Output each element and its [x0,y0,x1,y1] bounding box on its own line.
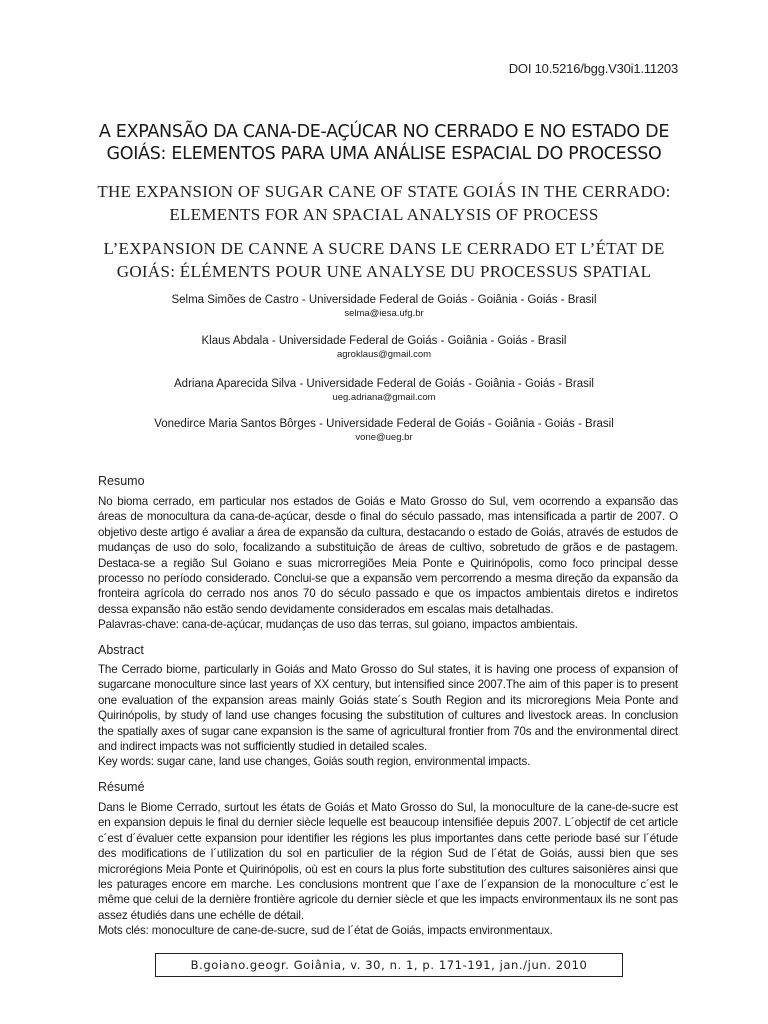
title-french: L’EXPANSION DE CANNE A SUCRE DANS LE CERRADO ET L’ÉTAT DE GOIÁS: ÉLÉMENTS POUR UNE ANALYSE DU PROCESSUS SPATIAL [103,239,665,281]
abstract-keywords: Key words: sugar cane, land use changes, Goiás south region, environmental impacts. [98,755,531,769]
title-english: THE EXPANSION OF SUGAR CANE OF STATE GOIÁS IN THE CERRADO: ELEMENTS FOR AN SPACIAL ANALYSIS OF PROCESS [97,182,671,224]
resume-text: Dans le Biome Cerrado, surtout les états de Goiás et Mato Grosso do Sul, la monoculture de la cane-de-sucre est en expansion depuis le final du dernier siècle lequelle est beaucoup intensifiée depuis 2007. L´objectif de cet article c´est d´évaluer cette expansion pour identifier les régions les plus importantes dans cette periode basé sur l´étude des modifications de l´utilization du sol en particulier de la région Sud de l´état de Goiás, aussi bien que ses microrégions Meia Ponte et Quirinópolis, où est en cours la plus forte substitution des cultures saisonières ainsi que les paturages encore em marche. Les conclusions montrent que l´axe de l´expansion de la monoculture c´est le même que celui de la dernière frontière agricole du dernier siècle et que les impacts environmentaux ils ne sont pas assez étudiés dans une echélle de détail. [98,801,678,922]
author-email[interactable]: selma@iesa.ufg.br [344,308,424,319]
resumo-section [98,494,678,633]
resume-heading: Résumé [98,780,145,794]
journal-citation-footer: B.goiano.geogr. Goiânia, v. 30, n. 1, p. 171-191, jan./jun. 2010 [155,953,623,977]
author-block [98,334,670,362]
author-name: Klaus Abdala - Universidade Federal de Goiás - Goiânia - Goiás - Brasil [201,335,567,347]
author-email[interactable]: vone@ueg.br [355,432,413,443]
author-email[interactable]: ueg.adriana@gmail.com [332,392,436,403]
resume-keywords: Mots clés: monoculture de cane-de-sucre, sud de l´état de Goiás, impacts environmentaux. [98,924,553,938]
resumo-keywords: Palavras-chave: cana-de-açúcar, mudanças de uso das terras, sul goiano, impactos ambientais. [98,618,578,632]
doi-label: DOI 10.5216/bgg.V30i1.11203 [508,61,678,76]
abstract-text: The Cerrado biome, particularly in Goiás and Mato Grosso do Sul states, it is having one process of expansion of sugarcane monoculture since last years of XX century, but intensified since 2007.The aim of this paper is to present one evaluation of the expansion areas mainly Goiás state´s South Region and its microregions Meia Ponte and Quirinópolis, by study of land use changes focusing the substitution of cultures and livestock areas. In conclusion the spatially axes of sugar cane expansion is the same of agricultural frontier from 70s and the environmental direct and indirect impacts was not sufficiently studied in detailed scales. [98,663,678,754]
author-name: Selma Simões de Castro - Universidade Federal de Goiás - Goiânia - Goiás - Brasil [171,294,597,306]
author-name: Adriana Aparecida Silva - Universidade Federal de Goiás - Goiânia - Goiás - Brasil [174,378,594,390]
abstract-section [98,662,678,770]
author-email[interactable]: agroklaus@gmail.com [336,349,432,360]
resume-section [98,800,678,939]
author-block [98,377,670,405]
resumo-text: No bioma cerrado, em particular nos estados de Goiás e Mato Grosso do Sul, vem ocorrendo a expansão das áreas de monocultura da cana-de-açúcar, desde o final do século passado, mas intensificada a partir de 2007. O objetivo deste artigo é avaliar a área de expansão da cultura, destacando o estado de Goiás, através de estudos de mudanças de uso do solo, focalizando a substituição de áreas de cultivo, sobretudo de grãos e de pastagem. Destaca-se a região Sul Goiano e suas microrregiões Meia Ponte e Quirinópolis, como foco principal desse processo no período considerado. Conclui-se que a expansão vem percorrendo a mesma direção da expansão da fronteira agrícola do cerrado nos anos 70 do século passado e que os impactos ambientais diretos e indiretos dessa expansão não estão sendo devidamente considerados em escalas mais detalhadas. [98,495,678,616]
abstract-heading: Abstract [98,643,144,657]
resumo-heading: Resumo [98,474,145,488]
title-portuguese: A EXPANSÃO DA CANA-DE-AÇÚCAR NO CERRADO E NO ESTADO DE GOIÁS: ELEMENTOS PARA UMA ANÁLISE ESPACIAL DO PROCESSO [98,122,670,164]
author-block [98,417,670,445]
author-name: Vonedirce Maria Santos Bôrges - Universidade Federal de Goiás - Goiânia - Goiás - Brasil [154,418,614,430]
author-block [98,293,670,321]
